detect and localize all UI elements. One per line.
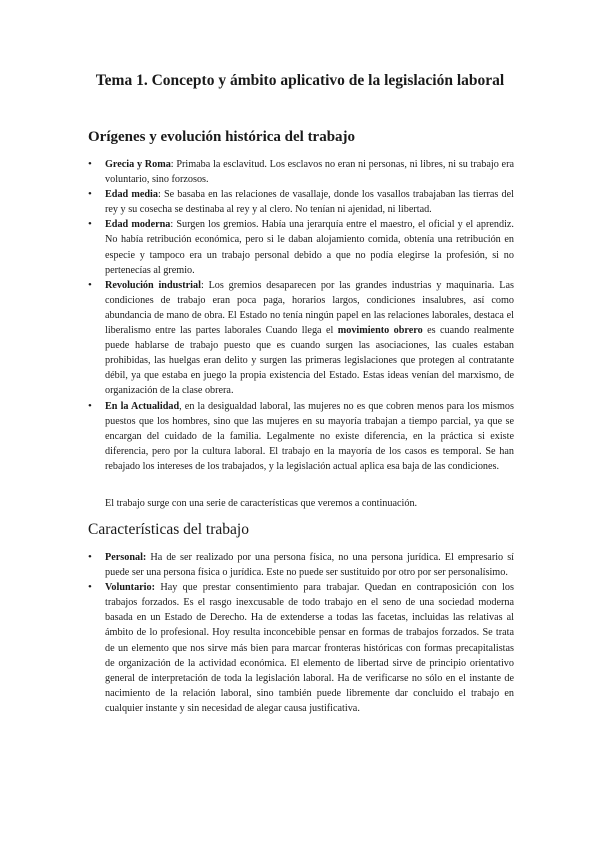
item-text: Ha de ser realizado por una persona física, no una persona jurídica. El empresario sí puede ser una persona física o jurídica. Este no puede ser sustituido por otro por ser personalísimo. — [105, 552, 514, 579]
item-text: , en la desigualdad laboral, las mujeres no es que cobren menos para los mismos puestos que los hombres, sino que las mujeres en su mayoría trabajan a tiempo parcial, ya que se encargan del cuidado de la familia. Legalmente no existe diferencia, en la práctica si existe diferencia, pero por la cultura laboral. El trabajo en la mayoría de los casos es temporal. Se han rebajado los intereses de los trabajados, y la legislación actual aplica esa baja de las condiciones. — [105, 400, 514, 472]
item-term: Grecia y Roma — [105, 159, 171, 170]
list-item — [88, 580, 514, 716]
item-text: : Se basaba en las relaciones de vasallaje, donde los vasallos trabajaban las tierras del rey y su cosecha se destinaba al rey y al clero. No tenían ni ajenidad, ni libertad. — [105, 189, 514, 216]
item-text: Hay que prestar consentimiento para trabajar. Quedan en contraposición con los trabajos forzados. Es el rasgo inexcusable de todo trabajo en el seno de una sociedad moderna basada en un Estado de Derecho. Ha de extenderse a todas las facetas, incluidas las relativas al ámbito de lo profesional. Hoy resulta inconcebible pensar en formas de trabajos forzados. Se trata de un elemento que nos sirve más bien para marcar fronteras históricas con formas precapitalistas de organización de la actividad económica. El elemento de libertad sirve de principio orientativo general de interpretación de toda la legislación laboral. Ha de verificarse no sólo en el instante de nacimiento de la relación laboral, sino también puede libremente dar concluido el trabajo en cualquier instante y sin necesidad de alegar causa justificativa. — [105, 582, 514, 714]
list-item — [88, 157, 514, 187]
item-term: Personal: — [105, 552, 147, 563]
origins-list — [88, 157, 514, 474]
item-text: : Los gremios desaparecen por las grandes industrias y maquinaria. Las condiciones de trabajo eran poca paga, horarios largos, condiciones insalubres, así como abundancia de mano de obra. El Estado no tenía ningún papel en las relaciones laborales, destaca el liberalismo entre las partes laborales Cuando llega el — [105, 279, 514, 337]
item-text: : Primaba la esclavitud. Los esclavos no eran ni personas, ni libres, ni su trabajo era voluntario, sino forzosos. — [105, 159, 514, 186]
list-item — [88, 187, 514, 217]
item-text: : Surgen los gremios. Había una jerarquía entre el maestro, el oficial y el aprendiz. No había retribución económica, pero si le daban alojamiento comida, obtenía una retribución en especie y tampoco era un trabajo personal debido a que no podía elegirse la profesión, si no pertenecías al gremio. — [105, 219, 514, 276]
item-term: En la Actualidad — [105, 400, 180, 412]
characteristics-list — [88, 550, 514, 716]
item-term: Voluntario: — [105, 582, 156, 594]
list-item — [88, 278, 514, 399]
item-term-inline: movimiento obrero — [337, 325, 423, 337]
item-term: Edad moderna — [105, 219, 171, 231]
section-heading-origins: Orígenes y evolución histórica del trabajo — [88, 129, 356, 145]
list-item — [88, 399, 514, 474]
list-item — [88, 550, 514, 580]
item-text: es cuando realmente puede hablarse de trabajo puesto que es cuando surgen las asociaciones, las cuales estaban prohibidas, las huelgas eran delito y surgen las primeras legislaciones que protegen al contratante débil, ya que estaba en juego la propia existencia del Estado. Estas ideas venían del marxismo, de organización de la clase obrera. — [105, 325, 514, 397]
section-heading-characteristics: Características del trabajo — [88, 521, 249, 538]
item-term: Revolución industrial — [105, 279, 201, 291]
closing-paragraph: El trabajo surge con una serie de características que veremos a continuación. — [105, 498, 418, 509]
document-title: Tema 1. Concepto y ámbito aplicativo de la legislación laboral — [95, 72, 505, 89]
list-item — [88, 217, 514, 277]
item-term: Edad media — [105, 189, 158, 201]
